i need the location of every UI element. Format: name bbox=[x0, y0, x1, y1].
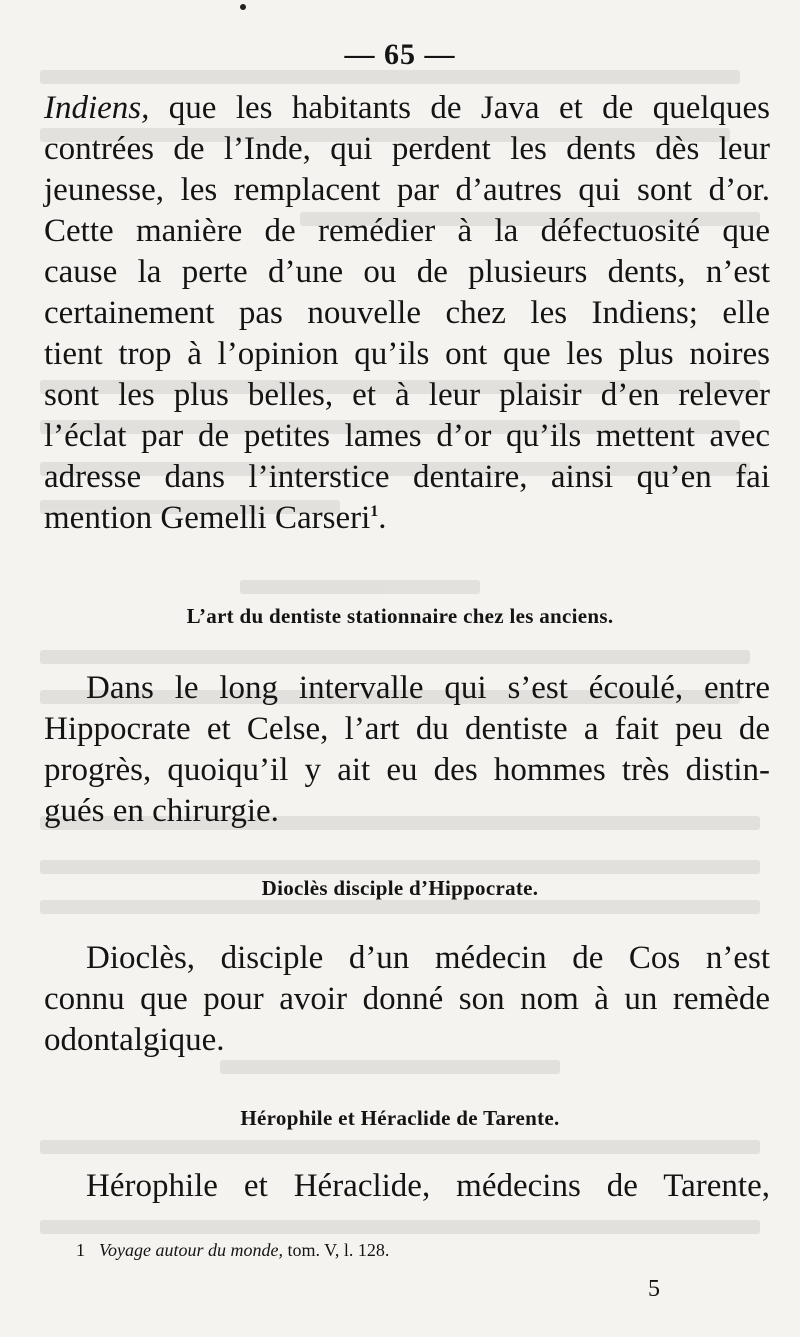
text-line: progrès, quoiqu’il y ait eu des hommes très distin- bbox=[44, 752, 770, 788]
text-line: gués en chirurgie. bbox=[44, 793, 279, 829]
printer-dot bbox=[240, 4, 246, 10]
section-heading-herophile: Hérophile et Héraclide de Tarente. bbox=[240, 1106, 560, 1130]
paragraph-diocles bbox=[44, 938, 770, 1061]
text-line: cause la perte d’une ou de plusieurs dents, n’est bbox=[44, 254, 770, 290]
footnote-reference-text: tom. V, l. 128. bbox=[282, 1240, 390, 1260]
footnote bbox=[76, 1240, 389, 1261]
text-line: Hippocrate et Celse, l’art du dentiste a fait peu de bbox=[44, 711, 770, 747]
text-line: adresse dans l’interstice dentaire, ainsi qu’en fai bbox=[44, 459, 770, 495]
section-heading-diocles: Dioclès disciple d’Hippocrate. bbox=[261, 876, 539, 900]
text-line-tail: . bbox=[378, 500, 387, 536]
text-line: connu que pour avoir donné son nom à un remède bbox=[44, 981, 770, 1017]
signature-mark: 5 bbox=[648, 1276, 660, 1302]
text-line: jeunesse, les remplacent par d’autres qui sont d’or. bbox=[44, 172, 770, 208]
text-line: Cette manière de remédier à la défectuosité que bbox=[44, 213, 770, 249]
text-line-body: mention Gemelli Carseri bbox=[44, 500, 371, 536]
paragraph-herophile bbox=[44, 1166, 770, 1207]
paragraph-indiens bbox=[44, 88, 770, 539]
text-line bbox=[44, 498, 770, 539]
text-line-body: que les habitants de Java et de quelques bbox=[149, 90, 770, 126]
footnote-mark: 1 bbox=[76, 1240, 85, 1260]
section-heading-art-du-dentiste: L’art du dentiste stationnaire chez les anciens. bbox=[186, 604, 614, 628]
text-line: certainement pas nouvelle chez les Indiens; elle bbox=[44, 295, 770, 331]
text-line: sont les plus belles, et à leur plaisir d’en relever bbox=[44, 377, 770, 413]
text-line: odontalgique. bbox=[44, 1022, 225, 1058]
footnote-reference: 1 bbox=[370, 503, 379, 520]
paragraph-long-intervalle bbox=[44, 668, 770, 832]
footnote-title: Voyage autour du monde, bbox=[99, 1240, 283, 1260]
text-line: Dioclès, disciple d’un médecin de Cos n’est bbox=[86, 940, 770, 976]
text-line: tient trop à l’opinion qu’ils ont que les plus noires bbox=[44, 336, 770, 372]
text-line: Dans le long intervalle qui s’est écoulé, entre bbox=[86, 670, 770, 706]
text-line: Hérophile et Héraclide, médecins de Tarente, bbox=[86, 1168, 770, 1204]
text-line bbox=[44, 88, 770, 129]
text-line: l’éclat par de petites lames d’or qu’ils mettent avec bbox=[44, 418, 770, 454]
italic-word: Indiens, bbox=[44, 90, 150, 126]
text-line: contrées de l’Inde, qui perdent les dents dès leur bbox=[44, 131, 770, 167]
page-number: — 65 — bbox=[344, 38, 456, 71]
